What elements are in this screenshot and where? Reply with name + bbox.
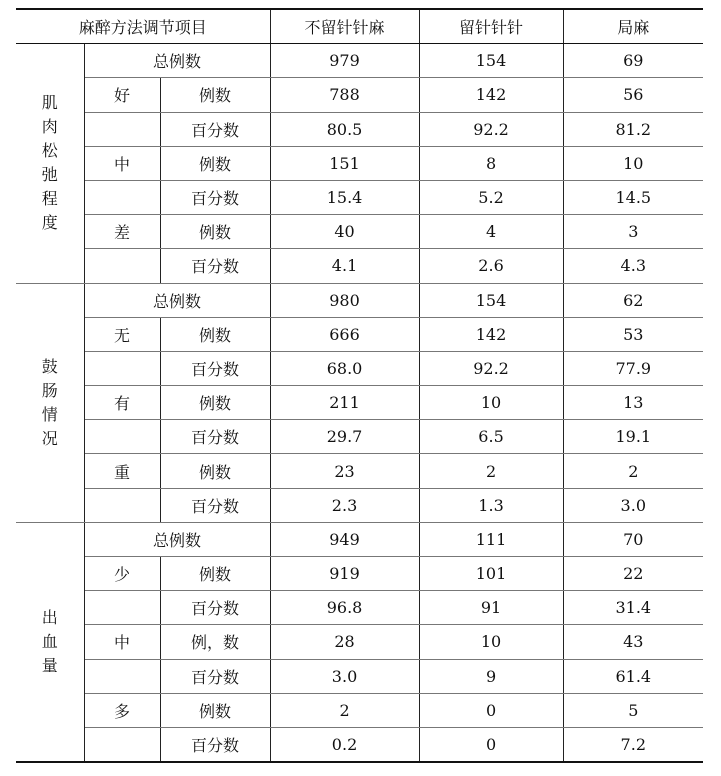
count-value: 5 bbox=[563, 693, 703, 727]
table-row bbox=[16, 78, 703, 112]
count-value: 8 bbox=[419, 146, 563, 180]
group-label bbox=[16, 44, 84, 283]
count-label: 例数 bbox=[160, 557, 270, 591]
table-row bbox=[16, 112, 703, 146]
level-blank-cell bbox=[84, 591, 160, 625]
percent-value: 0.2 bbox=[270, 727, 419, 762]
group-label bbox=[16, 283, 84, 522]
count-value: 211 bbox=[270, 386, 419, 420]
table-row bbox=[16, 420, 703, 454]
count-value: 151 bbox=[270, 146, 419, 180]
group-label-char: 量 bbox=[41, 655, 58, 675]
group-label-char: 度 bbox=[41, 213, 58, 233]
level-name: 中 bbox=[84, 146, 160, 180]
group-label-char: 血 bbox=[41, 631, 58, 651]
count-value: 53 bbox=[563, 317, 703, 351]
total-label: 总例数 bbox=[84, 283, 270, 317]
count-value: 13 bbox=[563, 386, 703, 420]
table-row bbox=[16, 522, 703, 556]
count-value: 56 bbox=[563, 78, 703, 112]
count-value: 10 bbox=[419, 625, 563, 659]
group-label bbox=[16, 522, 84, 762]
table-section bbox=[16, 283, 703, 522]
table-row bbox=[16, 386, 703, 420]
table-row bbox=[16, 283, 703, 317]
percent-value: 3.0 bbox=[270, 659, 419, 693]
percent-value: 77.9 bbox=[563, 351, 703, 385]
total-value: 979 bbox=[270, 44, 419, 78]
count-label: 例数 bbox=[160, 146, 270, 180]
count-value: 22 bbox=[563, 557, 703, 591]
table-section bbox=[16, 522, 703, 762]
group-label-char: 肠 bbox=[41, 380, 58, 400]
level-blank-cell bbox=[84, 112, 160, 146]
total-value: 154 bbox=[419, 44, 563, 78]
total-label: 总例数 bbox=[84, 44, 270, 78]
level-blank-cell bbox=[84, 351, 160, 385]
level-blank-cell bbox=[84, 659, 160, 693]
table-row bbox=[16, 693, 703, 727]
count-value: 2 bbox=[419, 454, 563, 488]
header-method-label: 麻醉方法调节项目 bbox=[16, 9, 270, 44]
table-section bbox=[16, 44, 703, 283]
group-label-char: 出 bbox=[41, 607, 58, 627]
header-no-needle-retention: 不留针针麻 bbox=[270, 9, 419, 44]
table-row bbox=[16, 351, 703, 385]
count-value: 4 bbox=[419, 215, 563, 249]
table-row bbox=[16, 488, 703, 522]
percent-label: 百分数 bbox=[160, 727, 270, 762]
level-name: 好 bbox=[84, 78, 160, 112]
anesthesia-comparison-table bbox=[16, 8, 703, 763]
level-name: 无 bbox=[84, 317, 160, 351]
table-row bbox=[16, 454, 703, 488]
level-blank-cell bbox=[84, 249, 160, 283]
total-value: 70 bbox=[563, 522, 703, 556]
percent-value: 81.2 bbox=[563, 112, 703, 146]
count-value: 919 bbox=[270, 557, 419, 591]
level-name: 中 bbox=[84, 625, 160, 659]
table-row bbox=[16, 557, 703, 591]
percent-value: 15.4 bbox=[270, 180, 419, 214]
percent-value: 31.4 bbox=[563, 591, 703, 625]
group-label-char: 弛 bbox=[41, 165, 58, 185]
total-value: 69 bbox=[563, 44, 703, 78]
level-name: 重 bbox=[84, 454, 160, 488]
group-label-char: 肉 bbox=[41, 117, 58, 137]
header-needle-retention: 留针针针 bbox=[419, 9, 563, 44]
group-label-char: 肌 bbox=[41, 93, 58, 113]
percent-value: 68.0 bbox=[270, 351, 419, 385]
total-label: 总例数 bbox=[84, 522, 270, 556]
count-value: 0 bbox=[419, 693, 563, 727]
percent-value: 6.5 bbox=[419, 420, 563, 454]
percent-label: 百分数 bbox=[160, 591, 270, 625]
level-name: 差 bbox=[84, 215, 160, 249]
count-value: 10 bbox=[563, 146, 703, 180]
table-row bbox=[16, 44, 703, 78]
percent-value: 92.2 bbox=[419, 112, 563, 146]
percent-value: 5.2 bbox=[419, 180, 563, 214]
percent-value: 96.8 bbox=[270, 591, 419, 625]
group-label-char: 况 bbox=[41, 428, 58, 448]
count-label: 例数 bbox=[160, 317, 270, 351]
count-value: 142 bbox=[419, 317, 563, 351]
level-name: 有 bbox=[84, 386, 160, 420]
group-label-char: 程 bbox=[41, 189, 58, 209]
percent-value: 61.4 bbox=[563, 659, 703, 693]
count-value: 142 bbox=[419, 78, 563, 112]
count-value: 3 bbox=[563, 215, 703, 249]
percent-label: 百分数 bbox=[160, 420, 270, 454]
group-label-char: 情 bbox=[41, 404, 58, 424]
count-label: 例数 bbox=[160, 78, 270, 112]
count-value: 28 bbox=[270, 625, 419, 659]
count-value: 2 bbox=[563, 454, 703, 488]
percent-label: 百分数 bbox=[160, 112, 270, 146]
table-row bbox=[16, 727, 703, 762]
percent-label: 百分数 bbox=[160, 659, 270, 693]
percent-value: 3.0 bbox=[563, 488, 703, 522]
level-blank-cell bbox=[84, 180, 160, 214]
table-row bbox=[16, 215, 703, 249]
count-value: 23 bbox=[270, 454, 419, 488]
count-value: 43 bbox=[563, 625, 703, 659]
total-value: 62 bbox=[563, 283, 703, 317]
count-label: 例，数 bbox=[160, 625, 270, 659]
table-row bbox=[16, 249, 703, 283]
percent-value: 80.5 bbox=[270, 112, 419, 146]
count-value: 10 bbox=[419, 386, 563, 420]
count-value: 40 bbox=[270, 215, 419, 249]
count-label: 例数 bbox=[160, 386, 270, 420]
percent-value: 19.1 bbox=[563, 420, 703, 454]
count-value: 788 bbox=[270, 78, 419, 112]
total-value: 111 bbox=[419, 522, 563, 556]
percent-value: 9 bbox=[419, 659, 563, 693]
count-label: 例数 bbox=[160, 454, 270, 488]
header-local-anesthesia: 局麻 bbox=[563, 9, 703, 44]
percent-label: 百分数 bbox=[160, 249, 270, 283]
group-label-char: 鼓 bbox=[41, 356, 58, 376]
table-row bbox=[16, 317, 703, 351]
percent-label: 百分数 bbox=[160, 351, 270, 385]
count-value: 2 bbox=[270, 693, 419, 727]
count-value: 666 bbox=[270, 317, 419, 351]
percent-value: 4.3 bbox=[563, 249, 703, 283]
level-blank-cell bbox=[84, 727, 160, 762]
percent-value: 7.2 bbox=[563, 727, 703, 762]
percent-value: 1.3 bbox=[419, 488, 563, 522]
level-blank-cell bbox=[84, 420, 160, 454]
percent-value: 4.1 bbox=[270, 249, 419, 283]
header-row bbox=[16, 9, 703, 44]
count-label: 例数 bbox=[160, 215, 270, 249]
level-name: 多 bbox=[84, 693, 160, 727]
percent-value: 2.3 bbox=[270, 488, 419, 522]
total-value: 154 bbox=[419, 283, 563, 317]
total-value: 980 bbox=[270, 283, 419, 317]
table-row bbox=[16, 180, 703, 214]
table-row bbox=[16, 659, 703, 693]
total-value: 949 bbox=[270, 522, 419, 556]
level-name: 少 bbox=[84, 557, 160, 591]
percent-value: 0 bbox=[419, 727, 563, 762]
level-blank-cell bbox=[84, 488, 160, 522]
count-label: 例数 bbox=[160, 693, 270, 727]
percent-label: 百分数 bbox=[160, 488, 270, 522]
table-row bbox=[16, 591, 703, 625]
table-row bbox=[16, 146, 703, 180]
group-label-char: 松 bbox=[41, 141, 58, 161]
percent-value: 29.7 bbox=[270, 420, 419, 454]
percent-value: 92.2 bbox=[419, 351, 563, 385]
percent-value: 14.5 bbox=[563, 180, 703, 214]
percent-value: 2.6 bbox=[419, 249, 563, 283]
count-value: 101 bbox=[419, 557, 563, 591]
percent-label: 百分数 bbox=[160, 180, 270, 214]
table-row bbox=[16, 625, 703, 659]
percent-value: 91 bbox=[419, 591, 563, 625]
